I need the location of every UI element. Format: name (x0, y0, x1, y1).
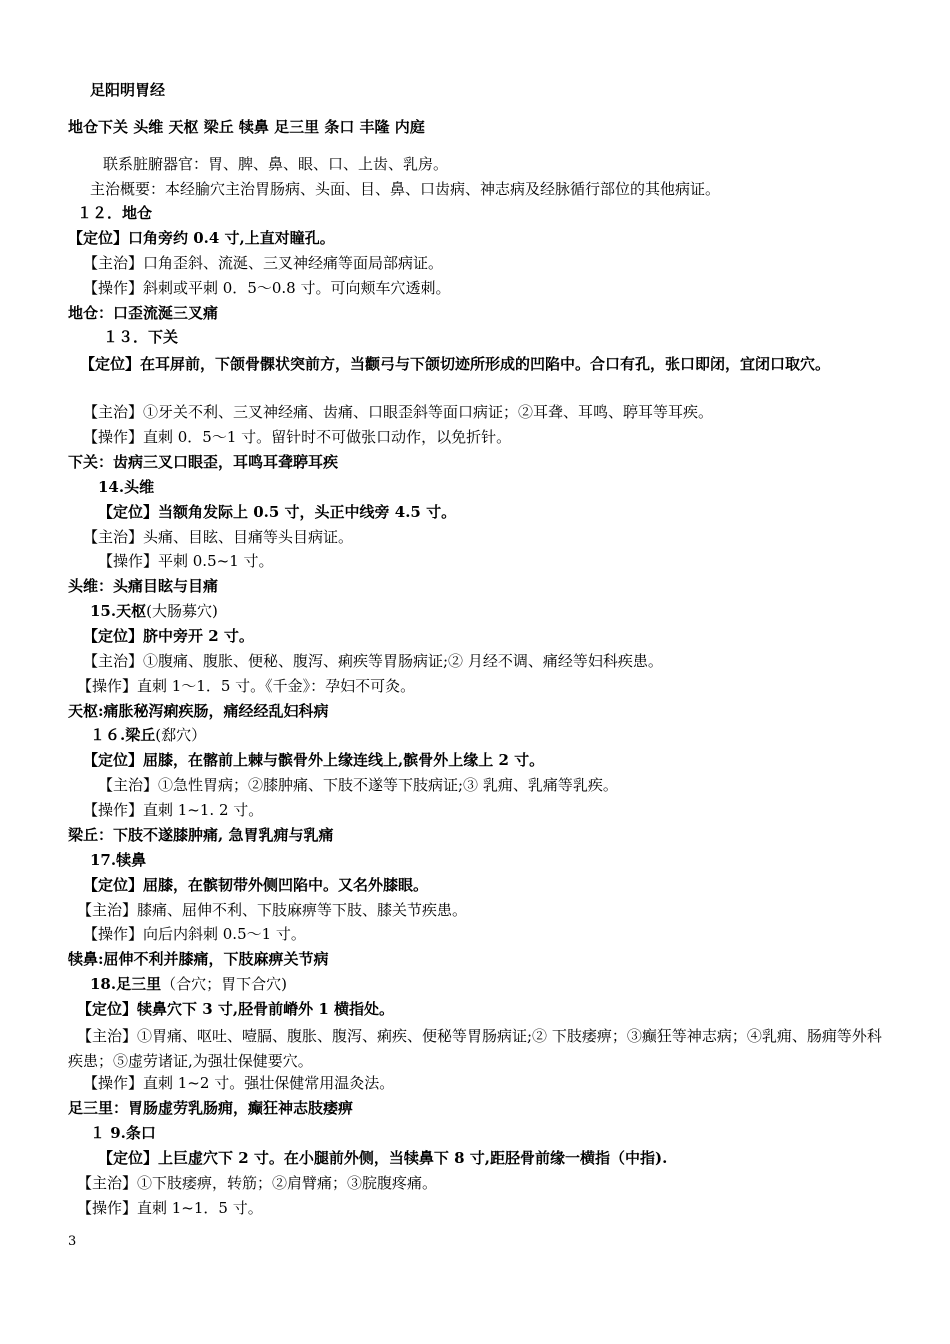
section-title: 18.足三里 (90, 975, 162, 993)
location-text: 【定位】口角旁约 0.4 寸,上直对瞳孔。 (68, 229, 335, 247)
mnemonic-verse: 足三里：胃肠虚劳乳肠痈，癫狂神志肢痿痹 (68, 1099, 354, 1117)
acupoint-list: 地仓下关 头维 天枢 梁丘 犊鼻 足三里 条口 丰隆 内庭 (68, 118, 425, 136)
section-title: 14.头维 (98, 478, 155, 496)
location-text: 【定位】屈膝，在髌韧带外侧凹陷中。又名外膝眼。 (83, 876, 429, 894)
mnemonic-verse: 犊鼻:屈伸不利并膝痛，下肢麻痹关节病 (68, 950, 329, 968)
section-title: １２．地仓 (77, 204, 153, 222)
location-text: 【定位】犊鼻穴下 3 寸,胫骨前嵴外 1 横指处。 (77, 1000, 394, 1018)
indication-text: 【主治】①下肢痿痹，转筋；②肩臂痛；③脘腹疼痛。 (77, 1174, 438, 1192)
section-heading (90, 974, 287, 994)
mnemonic-verse: 下关：齿病三叉口眼歪，耳鸣耳聋聤耳疾 (68, 453, 339, 471)
indication-text: 【主治】①急性胃病；②膝肿痛、下肢不遂等下肢病证;③ 乳痈、乳痛等乳疾。 (98, 776, 618, 794)
related-organs: 联系脏腑器官：胃、脾、鼻、眼、口、上齿、乳房。 (103, 155, 449, 173)
section-title: １ 9.条口 (90, 1124, 156, 1142)
mnemonic-verse: 头维：头痛目眩与目痛 (68, 577, 219, 595)
section-note: （合穴；胃下合穴) (161, 975, 287, 993)
operation-text: 【操作】向后内斜刺 0.5～1 寸。 (83, 925, 306, 943)
section-title: 17.犊鼻 (90, 851, 147, 869)
indication-text: 【主治】①牙关不利、三叉神经痛、齿痛、口眼歪斜等面口病证；②耳聋、耳鸣、聤耳等耳疾。 (83, 403, 714, 421)
operation-text: 【操作】平刺 0.5~1 寸。 (98, 552, 274, 570)
operation-text: 【操作】直刺 1~1．5 寸。 (77, 1199, 263, 1217)
location-text: 【定位】上巨虚穴下 2 寸。在小腿前外侧，当犊鼻下 8 寸,距胫骨前缘一横指（中指). (98, 1149, 668, 1167)
treatment-summary: 主治概要：本经腧穴主治胃肠病、头面、目、鼻、口齿病、神志病及经脉循行部位的其他病证。 (90, 180, 721, 198)
mnemonic-verse: 天枢:痛胀秘泻痢疾肠，痛经经乱妇科病 (68, 702, 329, 720)
section-note: (大肠募穴) (146, 602, 218, 620)
indication-text: 【主治】口角歪斜、流涎、三叉神经痛等面局部病证。 (83, 254, 444, 272)
operation-text: 【操作】直刺 1~1. 2 寸。 (83, 801, 264, 819)
location-text: 【定位】脐中旁开 2 寸。 (83, 627, 254, 645)
mnemonic-verse: 地仓：口歪流涎三叉痛 (68, 304, 219, 322)
meridian-heading: 足阳明胃经 (90, 81, 166, 99)
section-title: １３．下关 (103, 328, 179, 346)
operation-text: 【操作】直刺 1~2 寸。强壮保健常用温灸法。 (83, 1074, 395, 1092)
mnemonic-verse: 梁丘：下肢不遂膝肿痛, 急胃乳痈与乳痛 (68, 826, 334, 844)
indication-text: 【主治】①胃痛、呕吐、噎膈、腹胀、腹泻、痢疾、便秘等胃肠病证;② 下肢痿痹；③癫狂等神志病；④乳痈、肠痈等外科疾患；⑤虚劳诸证,为强壮保健要穴。 (68, 1027, 882, 1070)
indication-text: 【主治】膝痛、屈伸不利、下肢麻痹等下肢、膝关节疾患。 (77, 901, 468, 919)
operation-text: 【操作】直刺 1～1．5 寸。《千金》：孕妇不可灸。 (77, 677, 416, 695)
section-heading (90, 601, 218, 621)
location-text: 【定位】当额角发际上 0.5 寸，头正中线旁 4.5 寸。 (98, 503, 457, 521)
indication-text: 【主治】头痛、目眩、目痛等头目病证。 (83, 528, 354, 546)
operation-text: 【操作】斜刺或平刺 0．5～0.8 寸。可向颊车穴透刺。 (83, 279, 451, 297)
location-text: 【定位】在耳屏前，下颌骨髁状突前方，当颧弓与下颌切迹所形成的凹陷中。合口有孔，张口即闭，宜闭口取穴。 (80, 355, 831, 373)
location-text: 【定位】屈膝，在髂前上棘与髌骨外上缘连线上,髌骨外上缘上 2 寸。 (83, 751, 545, 769)
section-heading (90, 725, 206, 745)
indication-text: 【主治】①腹痛、腹胀、便秘、腹泻、痢疾等胃肠病证;② 月经不调、痛经等妇科疾患。 (83, 652, 663, 670)
page-number: 3 (68, 1234, 77, 1249)
section-title: １６.梁丘 (90, 726, 156, 744)
operation-text: 【操作】直刺 0．5～1 寸。留针时不可做张口动作，以免折针。 (83, 428, 512, 446)
section-title: 15.天枢 (90, 602, 147, 620)
section-note: (郄穴） (155, 726, 207, 744)
